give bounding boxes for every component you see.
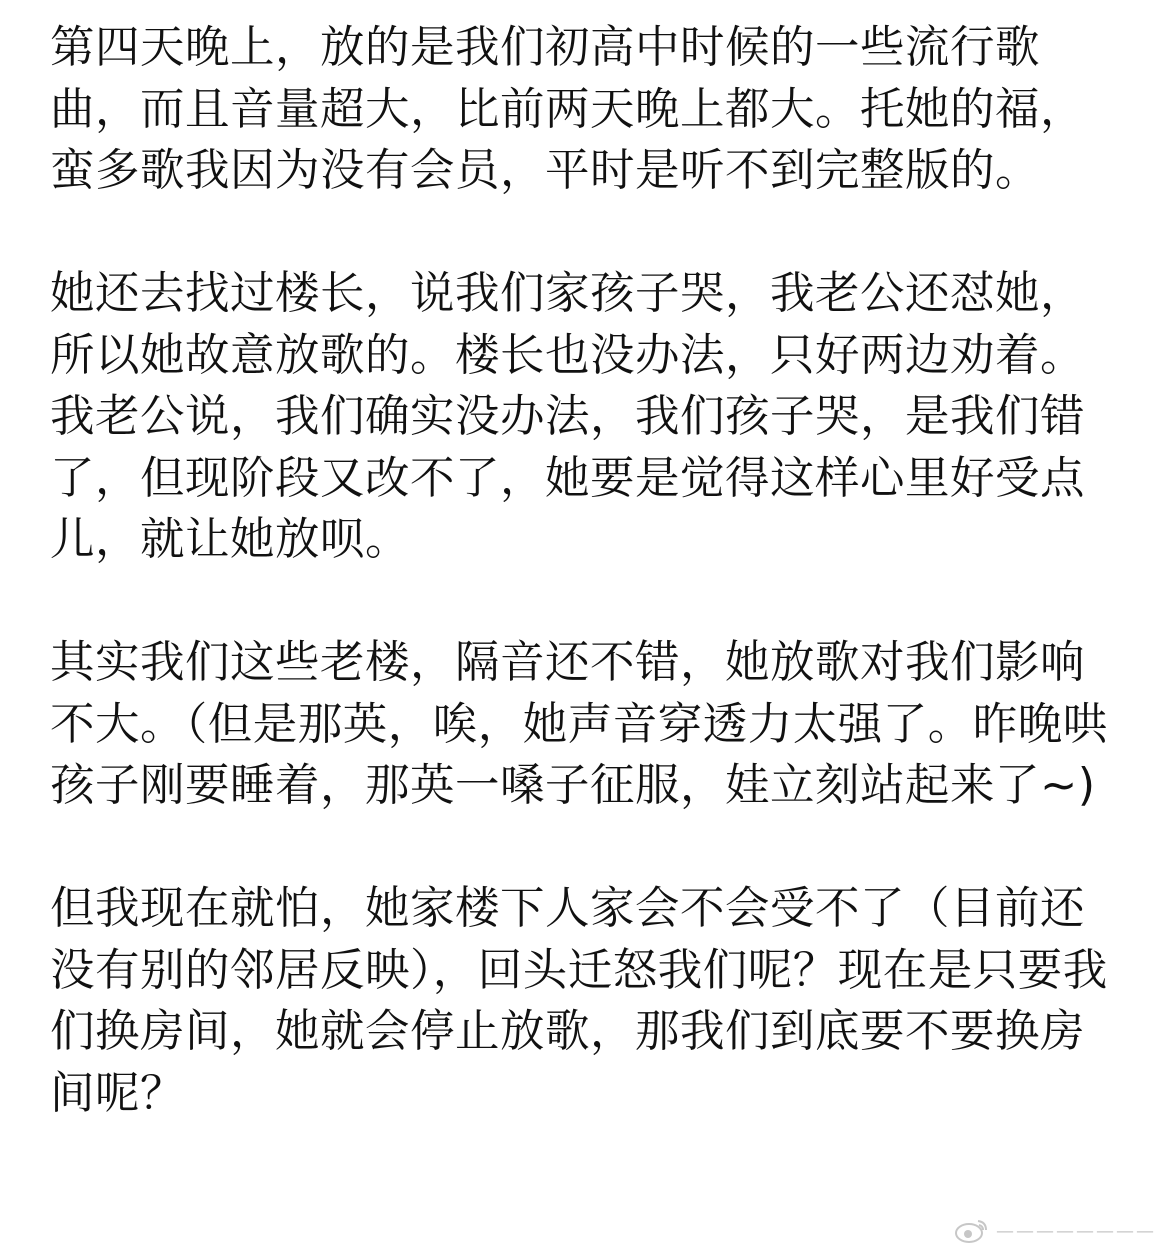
post-body — [50, 17, 1125, 1124]
watermark-text: ———————— — [996, 1220, 1156, 1242]
paragraph-1: 第四天晚上，放的是我们初高中时候的一些流行歌曲，而且音量超大，比前两天晚上都大。托她的福，蛮多歌我因为没有会员，平时是听不到完整版的。 — [50, 22, 1086, 196]
paragraph-4: 但我现在就怕，她家楼下人家会不会受不了（目前还没有别的邻居反映），回头迁怒我们呢？现在是只要我们换房间，她就会停止放歌，那我们到底要不要换房间呢？ — [50, 883, 1108, 1119]
weibo-eye-icon — [954, 1217, 990, 1245]
paragraph-2: 她还去找过楼长，说我们家孩子哭，我老公还怼她，所以她故意放歌的。楼长也没办法，只好两边劝着。我老公说，我们确实没办法，我们孩子哭，是我们错了，但现阶段又改不了，她要是觉得这样心里好受点儿，就让她放呗。 — [50, 268, 1086, 565]
paragraph-3: 其实我们这些老楼，隔音还不错，她放歌对我们影响不大。（但是那英，唉，她声音穿透力太强了。昨晚哄孩子刚要睡着，那英一嗓子征服，娃立刻站起来了~) — [50, 637, 1108, 811]
watermark — [954, 1217, 1156, 1245]
